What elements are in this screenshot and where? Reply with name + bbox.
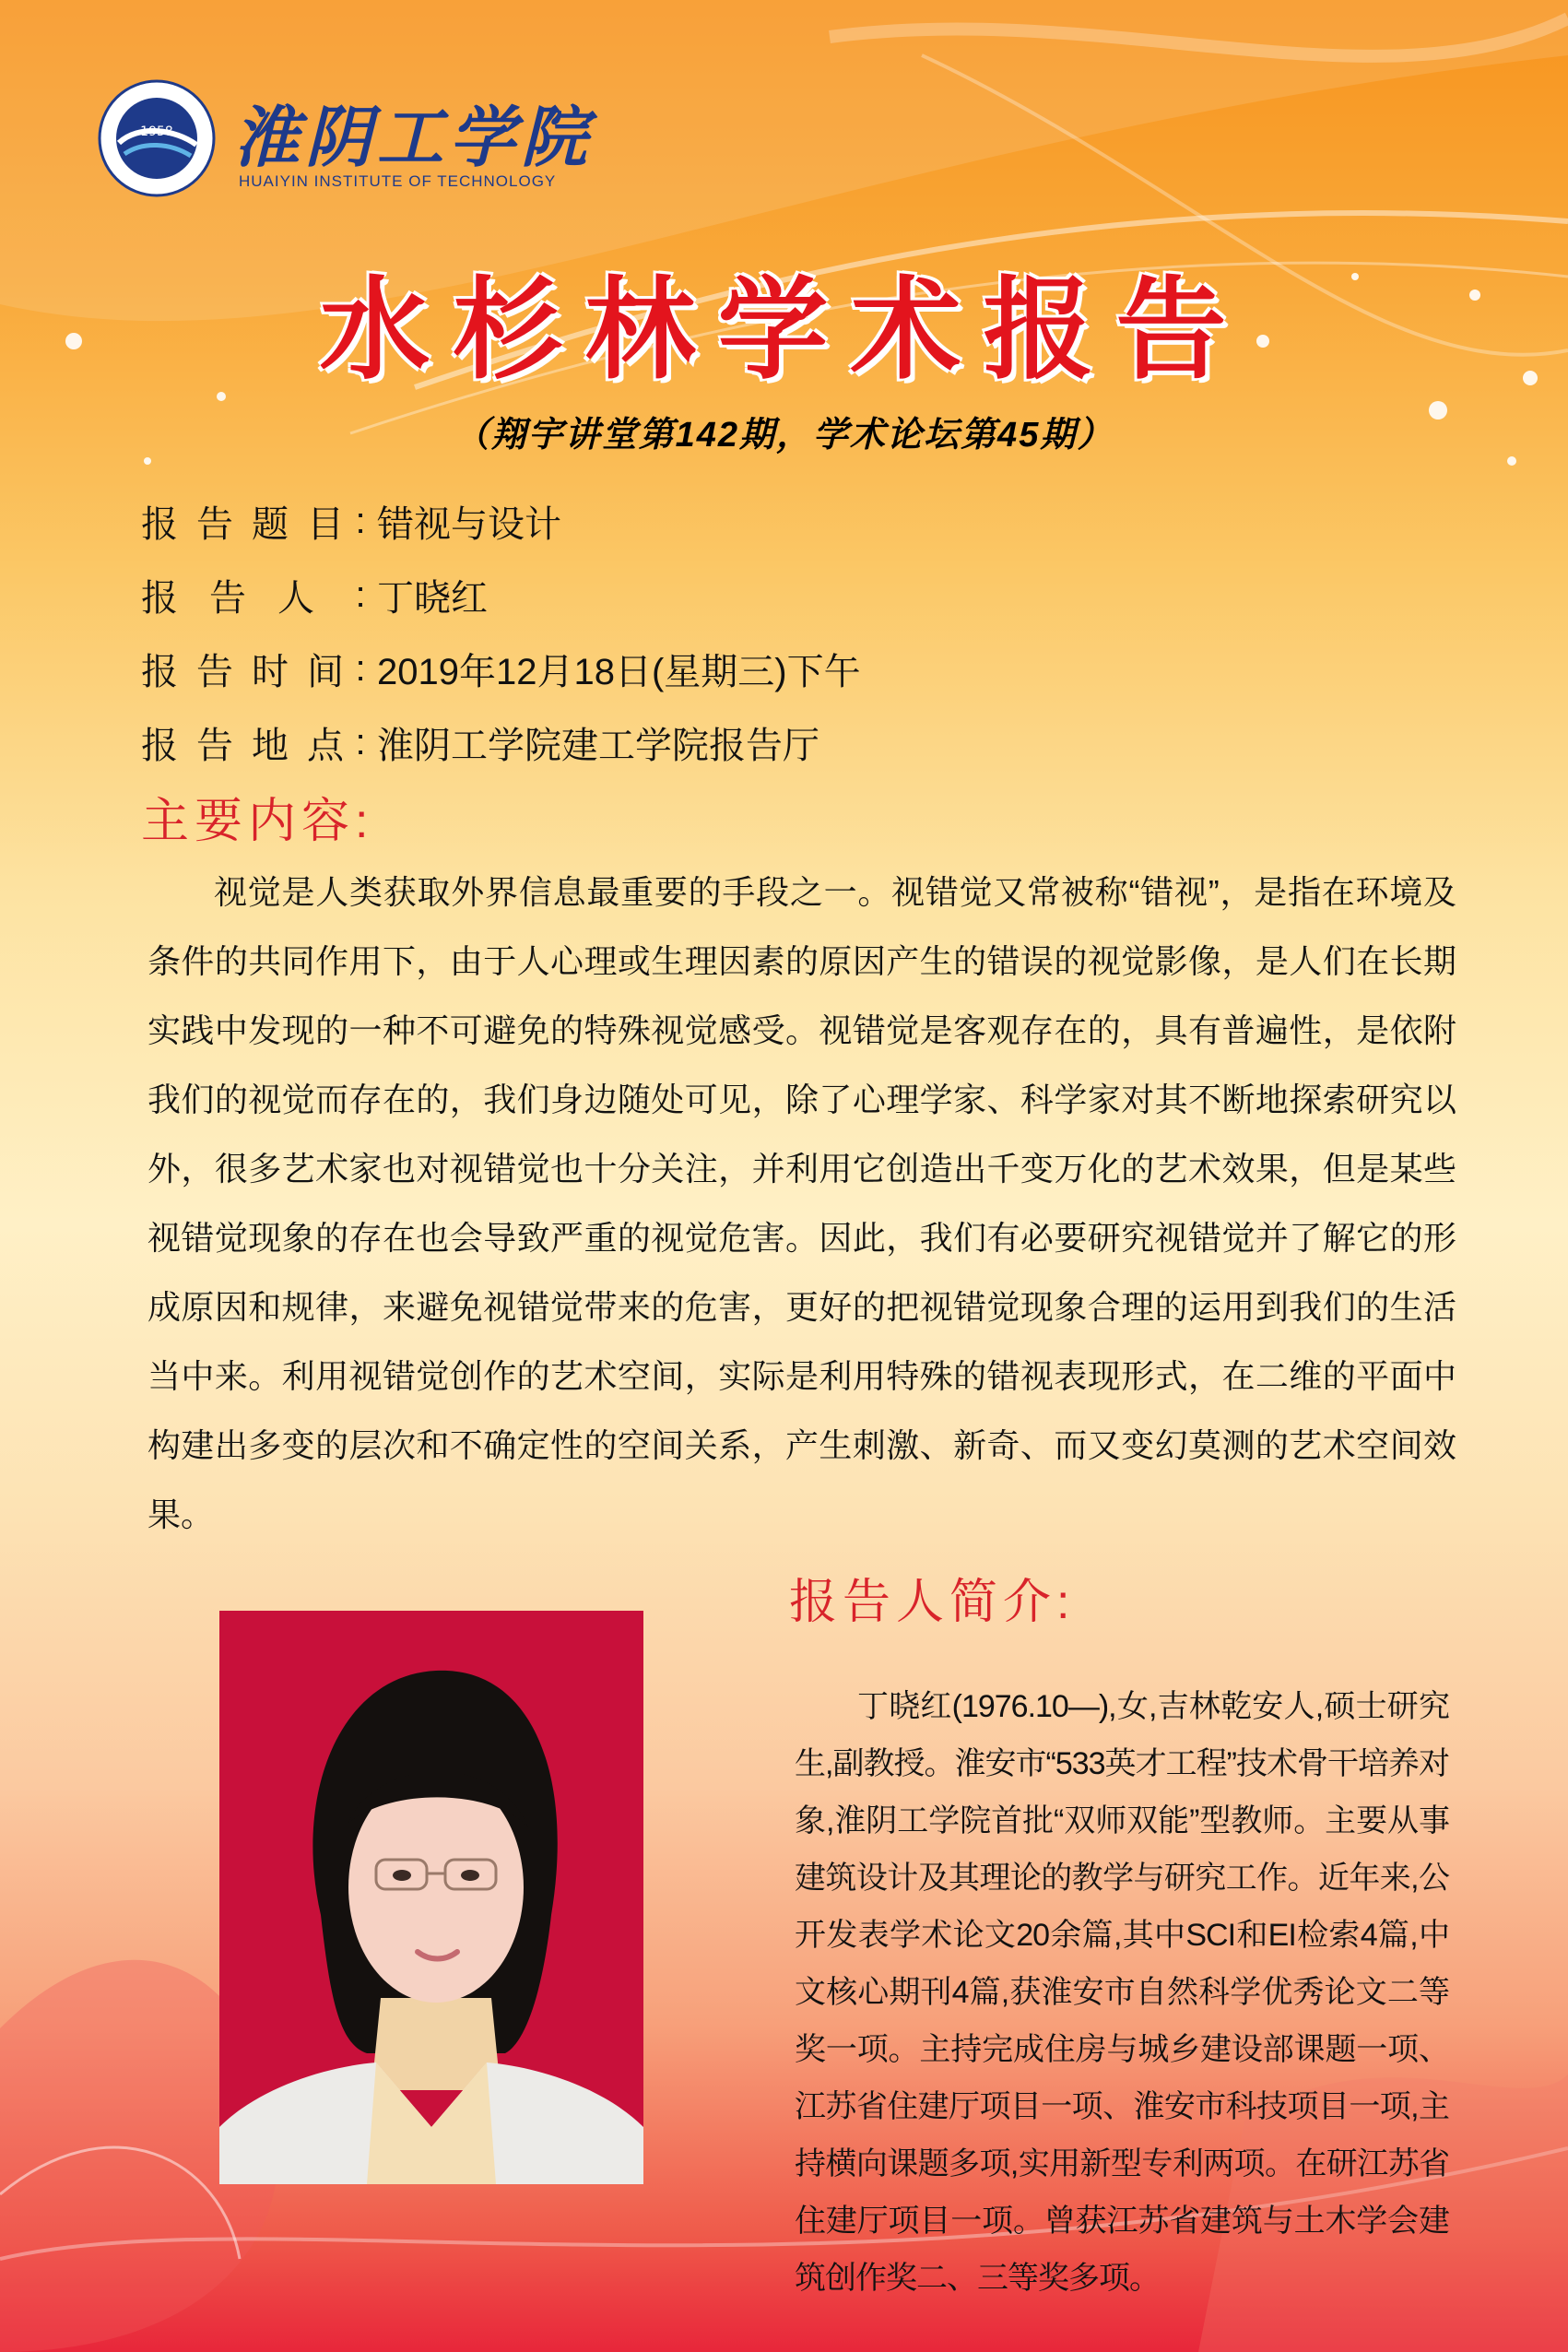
info-label: 报告人 [141, 577, 346, 619]
speaker-portrait-icon [219, 1611, 643, 2184]
main-content-body: 视觉是人类获取外界信息最重要的手段之一。视错觉又常被称“错视”，是指在环境及条件的共同作用下，由于人心理或生理因素的原因产生的错误的视觉影像，是人们在长期实践中发现的一种不可避免的特殊视觉感受。视错觉是客观存在的，具有普遍性，是依附我们的视觉而存在的，我们身边随处可见，除了心理学家、科学家对其不断地探索研究以外，很多艺术家也对视错觉也十分关注，并利用它创造出千变万化的艺术效果，但是某些视错觉现象的存在也会导致严重的视觉危害。因此，我们有必要研究视错觉并了解它的形成原因和规律，来避免视错觉带来的危害，更好的把视错觉现象合理的运用到我们的生活当中来。利用视错觉创作的艺术空间，实际是利用特殊的错视表现形式，在二维的平面中构建出多变的层次和不确定性的空间关系，产生刺激、新奇、而又变幻莫测的艺术空间效果。 [147, 873, 1456, 1533]
info-separator: : [355, 647, 366, 689]
logo-english-name: HUAIYIN INSTITUTE OF TECHNOLOGY [239, 172, 557, 190]
info-value: 淮阴工学院建工学院报告厅 [377, 725, 819, 766]
info-label: 报告时间 [141, 651, 344, 692]
info-row-topic [141, 484, 861, 558]
info-label: 报告地点 [141, 725, 344, 766]
info-label: 报告题目 [141, 503, 344, 545]
info-row-speaker [141, 558, 861, 632]
speaker-photo [219, 1611, 643, 2184]
school-logo [97, 78, 594, 203]
poster-subtitle: （翔宇讲堂第142期，学术论坛第45期） [454, 416, 1114, 455]
info-row-venue [141, 705, 861, 779]
poster-title: 水杉林学术报告 [319, 268, 1249, 392]
info-row-time [141, 632, 861, 705]
main-content-heading: 主要内容: [141, 795, 374, 848]
info-value: 错视与设计 [377, 503, 561, 545]
info-separator: : [355, 721, 366, 762]
info-separator: : [355, 573, 366, 615]
speaker-bio-body: 丁晓红(1976.10—),女,吉林乾安人,硕士研究生,副教授。淮安市“533英才工程”技术骨干培养对象,淮阴工学院首批“双师双能”型教师。主要从事建筑设计及其理论的教学与研究工作。近年来,公开发表学术论文20余篇,其中SCI和EI检索4篇,中文核心期刊4篇,获淮安市自然科学优秀论文二等奖一项。主持完成住房与城乡建设部课题一项、江苏省住建厅项目一项、淮安市科技项目一项,主持横向课题多项,实用新型专利两项。在研江苏省住建厅项目一项。曾获江苏省建筑与土木学会建筑创作奖二、三等奖多项。 [795, 1689, 1449, 2296]
info-value: 丁晓红 [377, 577, 488, 619]
speaker-bio-heading: 报告人简介: [789, 1576, 1076, 1629]
svg-text:1958: 1958 [140, 124, 173, 139]
info-separator: : [355, 500, 366, 541]
logo-chinese-name: 淮阴工学院 [233, 98, 594, 176]
school-emblem-icon [97, 78, 217, 198]
lecture-info [141, 484, 861, 779]
info-value: 2019年12月18日(星期三)下午 [377, 651, 861, 692]
